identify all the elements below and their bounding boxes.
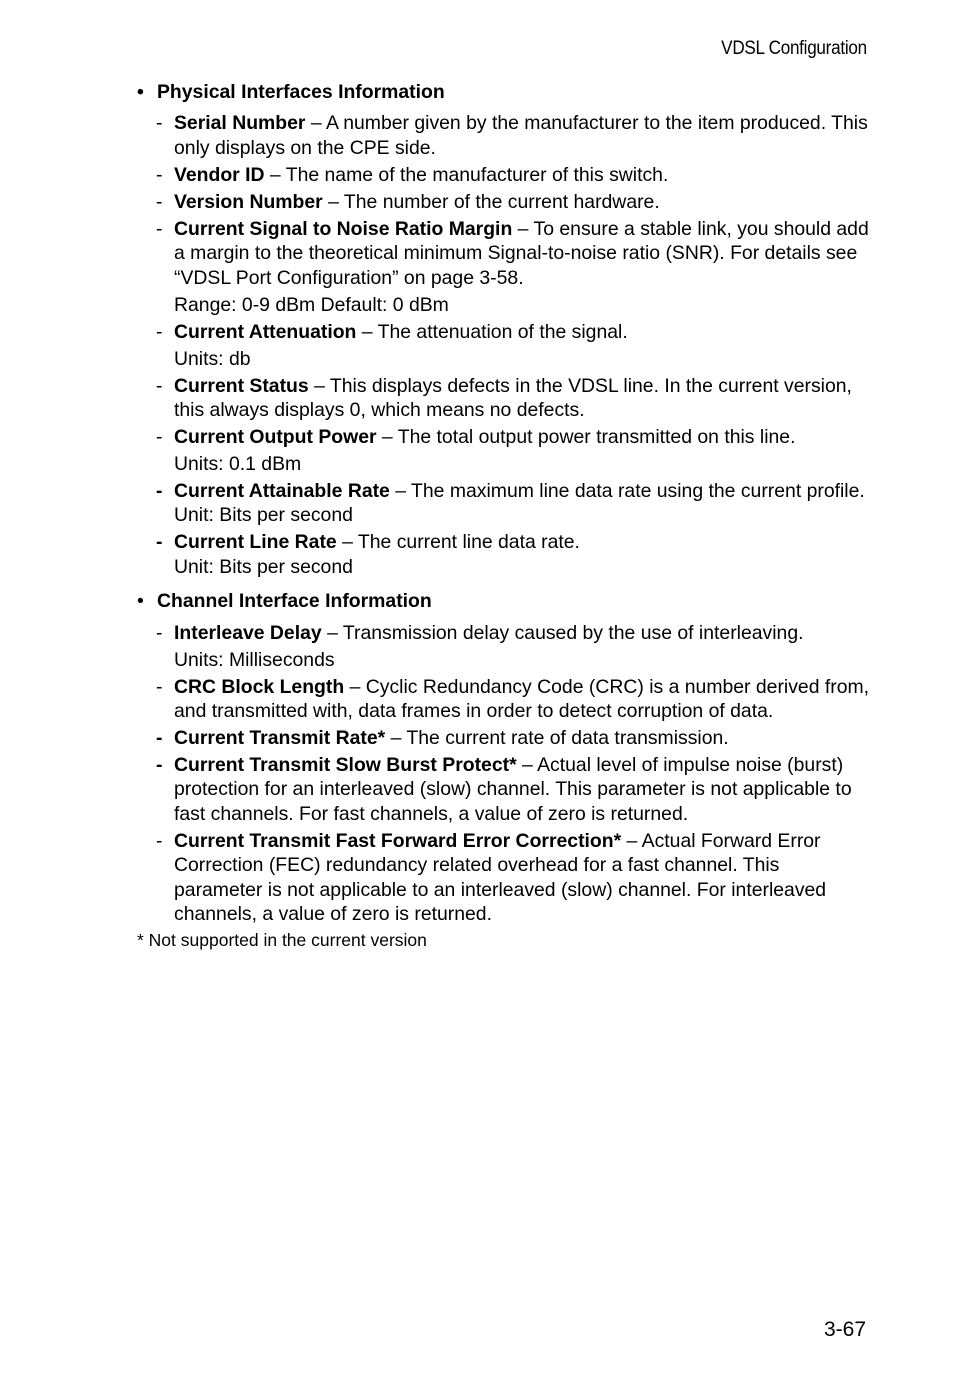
section-title: Physical Interfaces Information (157, 81, 445, 103)
footnote: * Not supported in the current version (137, 930, 427, 951)
term: CRC Block Length (174, 675, 345, 698)
list-item-crc-block-length (137, 675, 872, 724)
dash-marker: - (156, 217, 163, 240)
list-item-snr-margin (137, 217, 872, 317)
list-item-interleave-delay (137, 621, 872, 672)
definition: – The current line data rate. (336, 531, 580, 554)
term: Serial Number (174, 112, 306, 135)
definition: – This displays defects in the VDSL line. In the current version, this always displays 0, which means no defects. (174, 374, 852, 422)
section-channel-interface (137, 589, 872, 926)
definition: – The maximum line data rate using the current profile. (389, 480, 865, 503)
definition-list (137, 621, 872, 927)
bullet-icon: • (137, 81, 144, 103)
list-item-current-status (137, 374, 872, 423)
term: Current Transmit Rate* (174, 727, 386, 750)
section-physical-interfaces (137, 80, 872, 579)
term: Current Line Rate (174, 531, 337, 554)
term: Current Transmit Slow Burst Protect* (174, 754, 517, 777)
list-item-attenuation (137, 320, 872, 371)
definition: – The name of the manufacturer of this switch. (264, 163, 669, 186)
term: Vendor ID (174, 163, 265, 186)
definition: – To ensure a stable link, you should add a margin to the theoretical minimum Signal-to-noise ratio (SNR). For details see “VDSL Port Configuration” on page 3-58. (174, 217, 869, 289)
term: Current Status (174, 374, 309, 397)
term: Current Transmit Fast Forward Error Correction* (174, 829, 622, 852)
definition: – The attenuation of the signal. (356, 320, 628, 343)
definition: – Actual level of impulse noise (burst) protection for an interleaved (slow) channel. This parameter is not applicable to fast channels. For fast channels, a value of zero is returned. (174, 754, 852, 825)
item-note: Unit: Bits per second (174, 504, 353, 527)
dash-marker: - (156, 621, 163, 644)
dash-marker: - (156, 829, 163, 852)
list-item-transmit-rate (137, 726, 872, 750)
item-note: Units: db (174, 347, 251, 370)
term: Version Number (174, 190, 323, 213)
list-item-line-rate (137, 530, 872, 579)
term: Current Signal to Noise Ratio Margin (174, 217, 513, 240)
page-number: 3-67 (823, 1318, 866, 1341)
bullet-icon: • (137, 590, 144, 613)
section-title: Channel Interface Information (157, 590, 432, 613)
definition: – Cyclic Redundancy Code (CRC) is a number derived from, and transmitted with, data frames in order to detect corruption of data. (174, 675, 870, 723)
dash-marker: - (156, 112, 163, 135)
definition: – The number of the current hardware. (322, 190, 660, 213)
definition: – The current rate of data transmission. (385, 727, 729, 750)
running-header: VDSL Configuration (721, 38, 867, 59)
list-item-serial-number (137, 111, 872, 160)
dash-marker: - (156, 163, 163, 186)
list-item-slow-burst-protect (137, 753, 872, 826)
dash-marker: - (156, 426, 163, 449)
item-note: Range: 0-9 dBm Default: 0 dBm (174, 293, 449, 316)
list-item-fast-fec (137, 829, 872, 927)
item-note: Units: 0.1 dBm (174, 453, 302, 476)
list-item-attainable-rate (137, 479, 872, 528)
list-item-version-number (137, 190, 872, 214)
item-note: Units: Milliseconds (174, 648, 335, 671)
term: Current Attainable Rate (174, 480, 390, 503)
dash-marker: - (156, 675, 163, 698)
dash-marker: - (156, 190, 163, 213)
list-item-output-power (137, 425, 872, 476)
term: Current Attenuation (174, 320, 357, 343)
section-heading (137, 589, 872, 613)
page-content (137, 80, 872, 951)
list-item-vendor-id (137, 163, 872, 187)
dash-marker: - (156, 754, 163, 777)
definition-list (137, 111, 872, 579)
item-note: Unit: Bits per second (174, 555, 353, 578)
dash-marker: - (156, 531, 163, 554)
term: Current Output Power (174, 426, 377, 449)
dash-marker: - (156, 320, 163, 343)
definition: – Transmission delay caused by the use of interleaving. (321, 621, 804, 644)
definition: – A number given by the manufacturer to the item produced. This only displays on the CPE side. (174, 112, 868, 159)
dash-marker: - (156, 727, 163, 750)
term: Interleave Delay (174, 621, 322, 644)
dash-marker: - (156, 374, 163, 397)
section-heading (137, 80, 872, 104)
definition: – Actual Forward Error Correction (FEC) redundancy related overhead for a fast channel. This parameter is not applicable to an interleaved (slow) channel. For interleaved channels, a value of zero is returned. (174, 829, 827, 926)
dash-marker: - (156, 480, 163, 503)
definition: – The total output power transmitted on this line. (376, 426, 796, 449)
